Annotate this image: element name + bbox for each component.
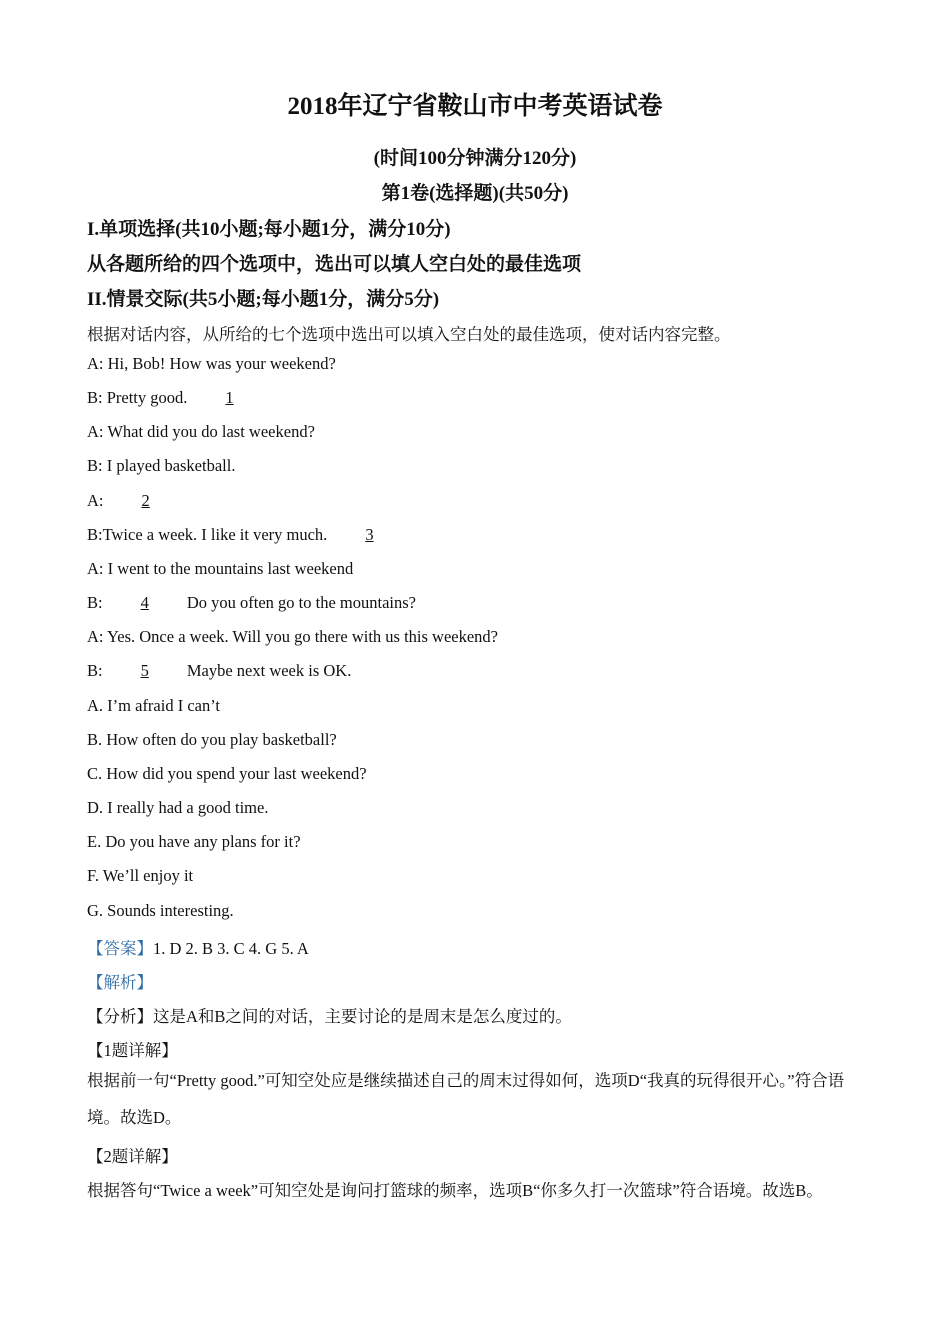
part-one-heading: 第1卷(选择题)(共50分): [381, 183, 569, 204]
option-b: B. How often do you play basketball?: [87, 730, 337, 749]
analysis-intro: 【分析】这是A和B之间的对话，主要讨论的是周末是怎么度过的。: [87, 1007, 572, 1026]
dialog-text: B:: [87, 661, 107, 680]
dialog-text: Maybe next week is OK.: [182, 661, 352, 680]
q1-explanation: 根据前一句“Pretty good.”可知空处应是继续描述自己的周末过得如何，选项D“我真的玩得很开心。”符合语境。故选D。: [87, 1071, 845, 1127]
option-a: A. I’m afraid I can’t: [87, 696, 221, 715]
option-c: C. How did you spend your last weekend?: [87, 764, 367, 783]
answer-line: [87, 935, 309, 959]
dialog-line-5: [87, 491, 184, 511]
dialog-text: B: Pretty good.: [87, 388, 192, 407]
dialog-line-10: [87, 661, 351, 681]
exam-time-info: (时间100分钟满分120分): [373, 148, 577, 169]
blank-2: 2: [141, 491, 150, 510]
analysis-tag: 【解析】: [87, 973, 153, 992]
dialog-text: B:Twice a week. I like it very much.: [87, 525, 332, 544]
dialog-text: A:: [87, 491, 108, 510]
dialog-line-1: A: Hi, Bob! How was your weekend?: [87, 354, 336, 373]
option-d: D. I really had a good time.: [87, 798, 269, 817]
section-two-instruction: 根据对话内容，从所给的七个选项中选出可以填入空白处的最佳选项，使对话内容完整。: [87, 325, 731, 344]
blank-5: 5: [140, 661, 149, 680]
document-title: 2018年辽宁省鞍山市中考英语试卷: [287, 93, 663, 120]
dialog-text: Do you often go to the mountains?: [182, 593, 416, 612]
dialog-line-3: A: What did you do last weekend?: [87, 422, 315, 441]
dialog-line-9: A: Yes. Once a week. Will you go there with us this weekend?: [87, 627, 498, 646]
option-e: E. Do you have any plans for it?: [87, 832, 301, 851]
blank-4: 4: [140, 593, 149, 612]
blank-3: 3: [365, 525, 374, 544]
section-two-heading: II.情景交际(共5小题;每小题1分，满分5分): [87, 289, 440, 310]
dialog-text: B:: [87, 593, 107, 612]
dialog-line-2: [87, 388, 268, 408]
option-g: G. Sounds interesting.: [87, 901, 234, 920]
q1-heading: 【1题详解】: [87, 1041, 178, 1060]
answer-tag: 【答案】: [87, 939, 153, 958]
dialog-line-8: [87, 593, 416, 613]
dialog-line-6: [87, 525, 407, 545]
q2-heading: 【2题详解】: [87, 1147, 178, 1166]
blank-1: 1: [225, 388, 234, 407]
section-one-heading: I.单项选择(共10小题;每小题1分，满分10分): [87, 219, 451, 240]
option-f: F. We’ll enjoy it: [87, 866, 194, 885]
q2-explanation: 根据答句“Twice a week”可知空处是询问打篮球的频率，选项B“你多久打一次篮球”符合语境。故选B。: [87, 1181, 823, 1200]
dialog-line-4: B: I played basketball.: [87, 456, 236, 475]
section-one-instruction: 从各题所给的四个选项中，选出可以填人空白处的最佳选项: [87, 254, 582, 275]
dialog-line-7: A: I went to the mountains last weekend: [87, 559, 354, 578]
answer-text: 1. D 2. B 3. C 4. G 5. A: [153, 939, 309, 958]
